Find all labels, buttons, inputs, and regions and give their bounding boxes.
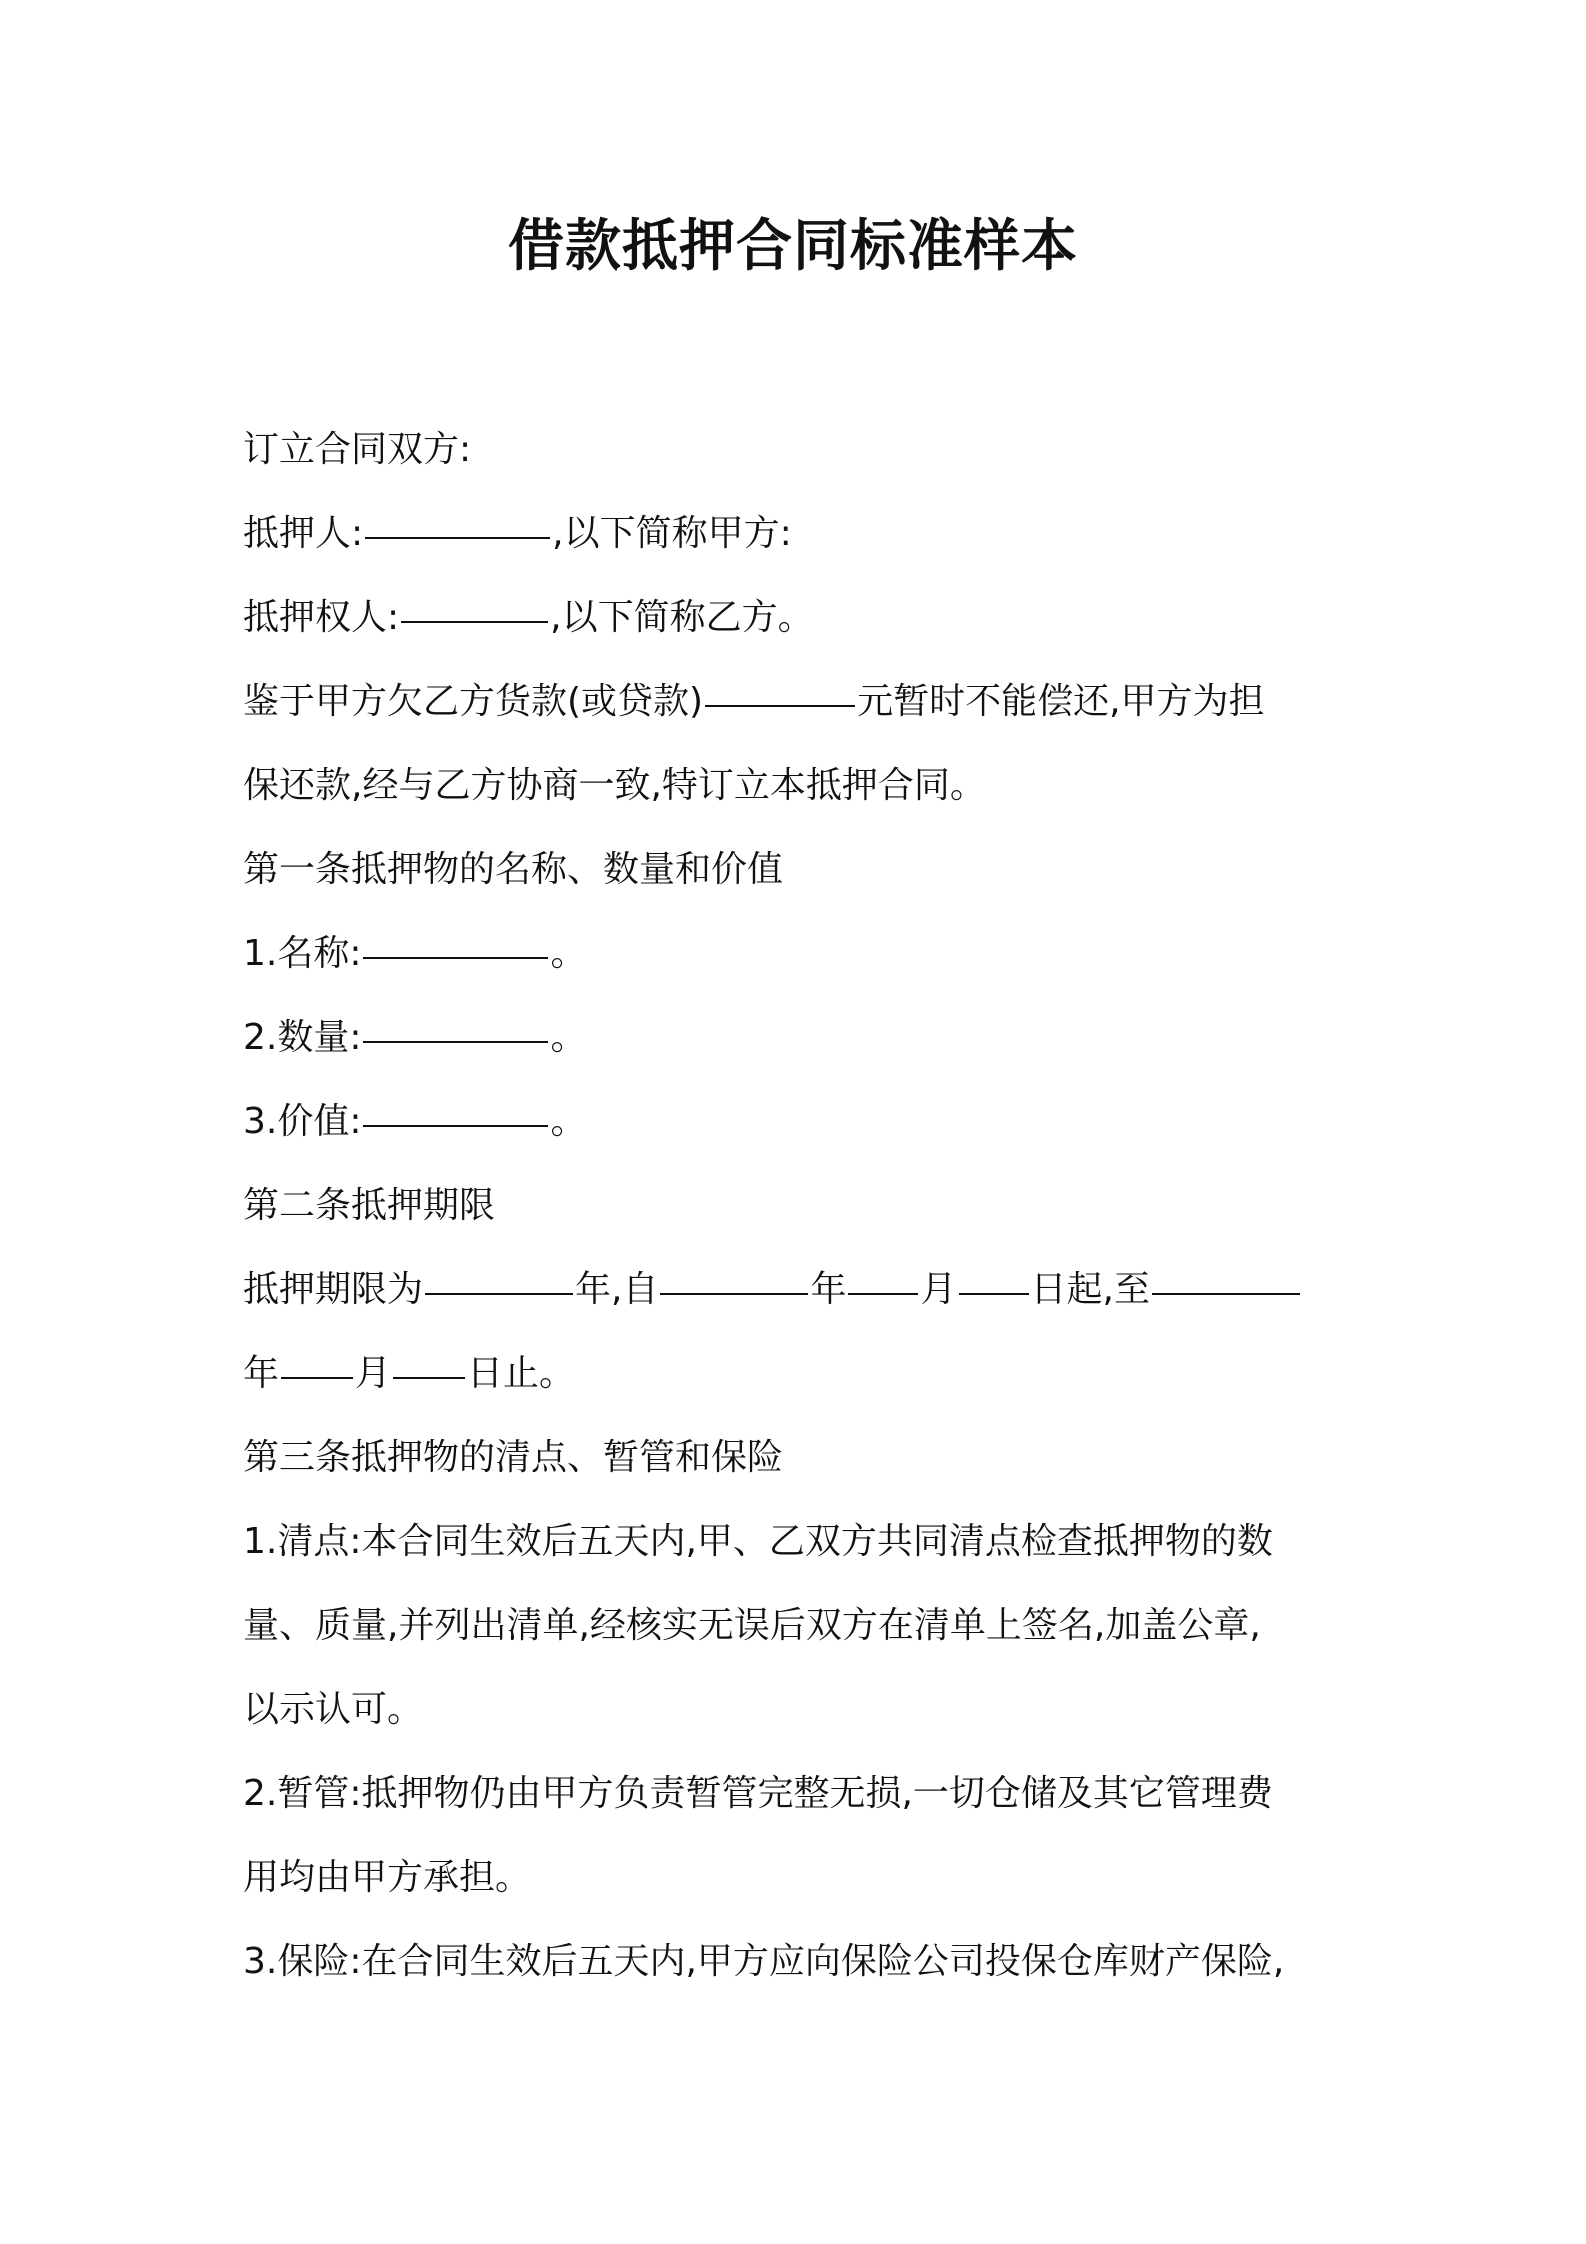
term-prefix: 抵押期限为 [243,1269,424,1310]
start-year-label: 年 [810,1269,847,1310]
insurance-line-1: 3.保险:在合同生效后五天内,甲方应向保险公司投保仓库财产保险, [243,1941,1285,1982]
end-mark: 。 [550,933,587,974]
end-mark: 。 [550,1101,587,1142]
start-year-blank [660,1293,808,1295]
article2-heading: 第二条抵押期限 [243,1185,496,1226]
whereas-prefix: 鉴于甲方欠乙方货款(或贷款) [243,681,704,722]
article3-heading: 第三条抵押物的清点、暂管和保险 [243,1437,784,1478]
term-year-from: 年,自 [575,1269,659,1310]
collateral-value-blank [363,1125,548,1127]
document-title: 借款抵押合同标准样本 [508,214,1078,279]
start-day-blank [959,1293,1029,1295]
article1-heading: 第一条抵押物的名称、数量和价值 [243,849,784,890]
collateral-value-line [243,1080,1355,1164]
collateral-quantity-blank [363,1041,548,1043]
start-month-label: 月 [920,1269,957,1310]
mortgagor-label: 抵押人: [243,513,364,554]
mortgagee-suffix: ,以下简称乙方。 [550,597,814,638]
mortgagee-blank [401,621,548,623]
mortgagee-line [243,576,1355,660]
end-year-label: 年 [243,1353,280,1394]
end-day-label: 日止。 [467,1353,576,1394]
mortgagor-suffix: ,以下简称甲方: [552,513,792,554]
document-body [243,408,1355,2004]
collateral-name-line [243,912,1355,996]
term-line-2 [243,1332,1355,1416]
collateral-value-label: 3.价值: [243,1101,362,1142]
mortgagor-blank [365,537,550,539]
mortgagee-label: 抵押权人: [243,597,400,638]
inventory-line-3: 以示认可。 [243,1689,424,1730]
whereas-line-2: 保还款,经与乙方协商一致,特订立本抵押合同。 [243,765,986,806]
collateral-name-label: 1.名称: [243,933,362,974]
end-day-blank [393,1377,465,1379]
collateral-quantity-label: 2.数量: [243,1017,362,1058]
collateral-name-blank [363,957,548,959]
whereas-line-1 [243,660,1355,744]
start-day-to: 日起,至 [1030,1269,1150,1310]
inventory-line-2: 量、质量,并列出清单,经核实无误后双方在清单上签名,加盖公章, [243,1605,1261,1646]
amount-blank [705,705,855,707]
custody-line-1: 2.暂管:抵押物仍由甲方负责暂管完整无损,一切仓储及其它管理费 [243,1773,1273,1814]
start-month-blank [848,1293,918,1295]
parties-heading: 订立合同双方: [243,429,472,470]
end-year-blank [1152,1293,1300,1295]
end-month-blank [281,1377,353,1379]
collateral-quantity-line [243,996,1355,1080]
term-years-blank [425,1293,573,1295]
end-mark: 。 [550,1017,587,1058]
end-month-label: 月 [355,1353,392,1394]
mortgagor-line [243,492,1355,576]
custody-line-2: 用均由甲方承担。 [243,1857,532,1898]
inventory-line-1: 1.清点:本合同生效后五天内,甲、乙双方共同清点检查抵押物的数 [243,1521,1273,1562]
whereas-suffix: 元暂时不能偿还,甲方为担 [857,681,1265,722]
term-line-1 [243,1248,1355,1332]
